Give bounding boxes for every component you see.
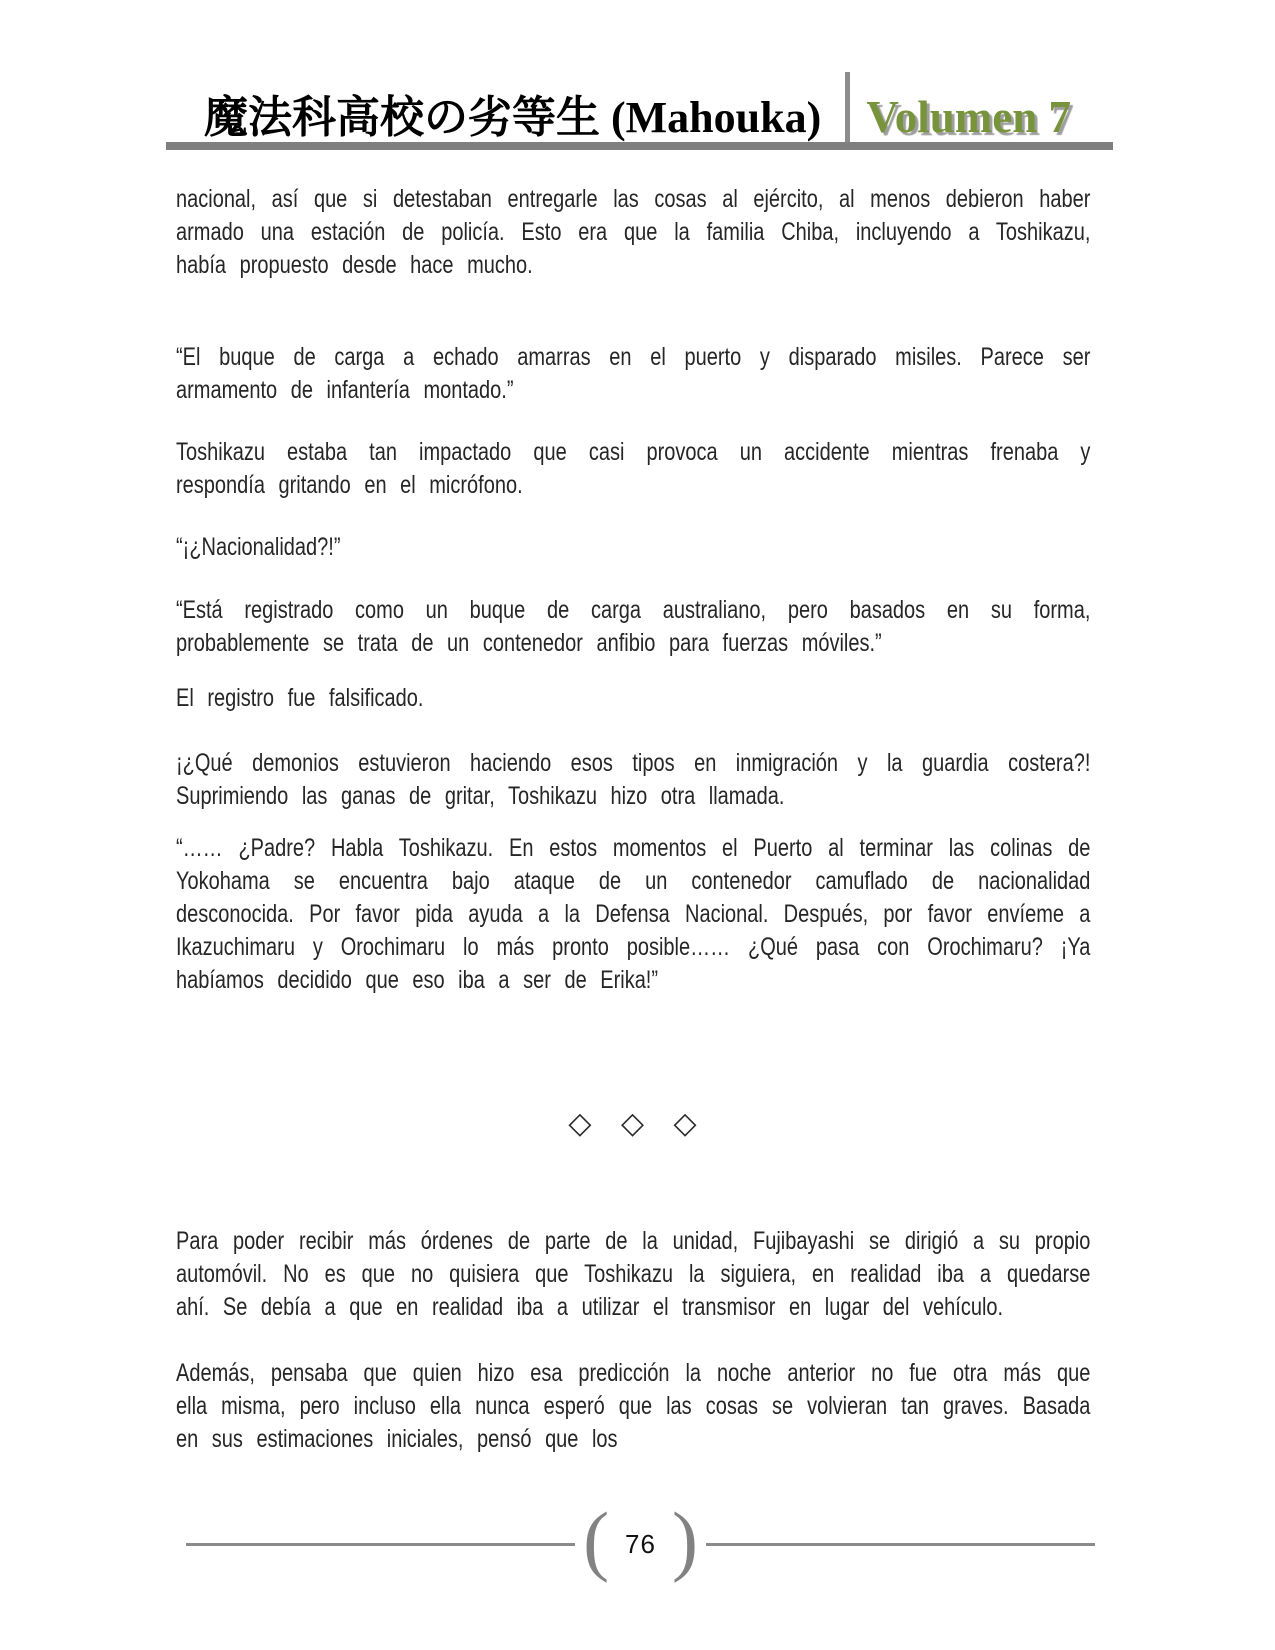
volume-label: Volumen 7 (866, 92, 1071, 142)
body-paragraph: Toshikazu estaba tan impactado que casi provoca un accidente mientras frenaba y respondía gritando en el micrófono. (176, 438, 1091, 499)
page-number: 76 (625, 1528, 656, 1559)
page-header (166, 57, 1113, 150)
footer-rule-right (706, 1543, 1095, 1546)
body-paragraph: Para poder recibir más órdenes de parte de la unidad, Fujibayashi se dirigió a su propio automóvil. No es que no quisiera que Toshikazu la siguiera, en realidad iba a quedarse ahí. Se debía a que en realidad iba a utilizar el transmisor en lugar del vehículo. (176, 1227, 1091, 1321)
header-divider-bar (845, 72, 850, 142)
page-footer (166, 1496, 1113, 1586)
body-section-2 (176, 1225, 1090, 1456)
body-paragraph: Además, pensaba que quien hizo esa predicción la noche anterior no fue otra más que ella misma, pero incluso ella nunca esperó que las cosas se volvieran tan graves. Basada en sus estimaciones iniciales, pensó que los (176, 1359, 1091, 1453)
page-title: 魔法科高校の劣等生 (Mahouka) (204, 93, 822, 142)
page-number-bracket-right: ) (671, 1496, 698, 1583)
scene-break-diamonds: ◇ ◇ ◇ (568, 1106, 707, 1141)
body-paragraph: “¡¿Nacionalidad?!” (176, 533, 341, 561)
body-paragraph: “Está registrado como un buque de carga australiano, pero basados en su forma, probablemente se trata de un contenedor anfibio para fuerzas móviles.” (176, 596, 1091, 657)
body-paragraph: El registro fue falsificado. (176, 684, 424, 712)
footer-rule-left (186, 1543, 575, 1546)
body-paragraph: “El buque de carga a echado amarras en el puerto y disparado misiles. Parece ser armamento de infantería montado.” (176, 343, 1091, 404)
body-paragraph: nacional, así que si detestaban entregarle las cosas al ejército, al menos debieron haber armado una estación de policía. Esto era que la familia Chiba, incluyendo a Toshikazu, había propuesto desde hace mucho. (176, 185, 1091, 279)
body-section-1 (176, 183, 1090, 997)
body-paragraph: “…… ¿Padre? Habla Toshikazu. En estos momentos el Puerto al terminar las colinas de Yokohama se encuentra bajo ataque de un contenedor camuflado de nacionalidad desconocida. Por favor pida ayuda a la Defensa Nacional. Después, por favor envíeme a Ikazuchimaru y Orochimaru lo más pronto posible…… ¿Qué pasa con Orochimaru? ¡Ya habíamos decidido que eso iba a ser de Erika!” (176, 834, 1091, 994)
page-number-bracket-left: ( (583, 1496, 610, 1583)
body-paragraph: ¡¿Qué demonios estuvieron haciendo esos tipos en inmigración y la guardia costera?! Suprimiendo las ganas de gritar, Toshikazu hizo otra llamada. (176, 749, 1091, 810)
